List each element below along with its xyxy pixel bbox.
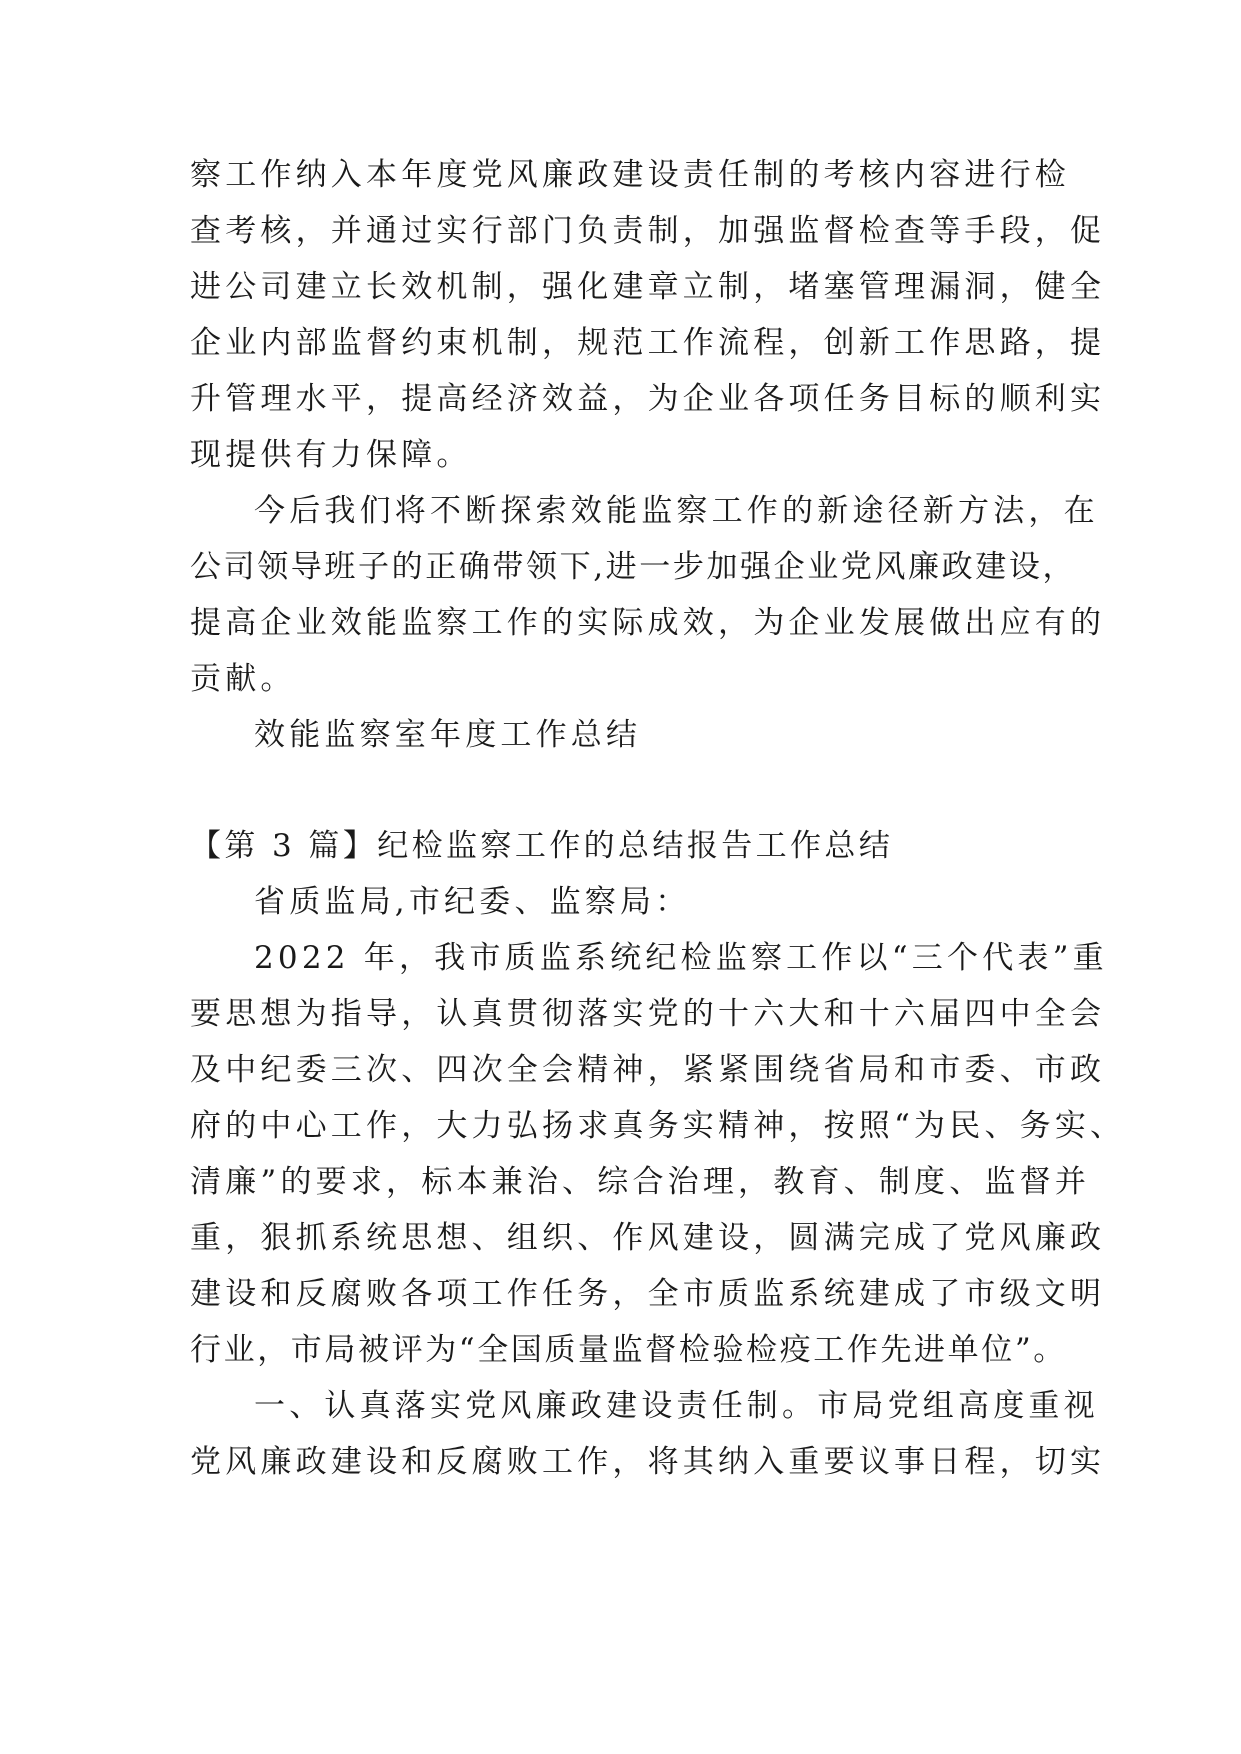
paragraph-start: 今后我们将不断探索效能监察工作的新途径新方法，在 bbox=[254, 493, 1099, 529]
text-line: 要思想为指导，认真贯彻落实党的十六大和十六届四中全会 bbox=[190, 996, 1106, 1032]
text-line: 公司领导班子的正确带领下,进一步加强企业党风廉政建设， bbox=[190, 549, 1077, 585]
salutation: 省质监局,市纪委、监察局： bbox=[254, 884, 691, 920]
text-line: 府的中心工作，大力弘扬求真务实精神，按照“为民、务实、 bbox=[190, 1108, 1126, 1144]
text-line: 党风廉政建设和反腐败工作，将其纳入重要议事日程，切实 bbox=[190, 1444, 1106, 1480]
section-note: 效能监察室年度工作总结 bbox=[254, 717, 642, 753]
text-line: 贡献。 bbox=[190, 661, 296, 697]
text-line: 重，狠抓系统思想、组织、作风建设，圆满完成了党风廉政 bbox=[190, 1220, 1106, 1256]
text-line: 行业，市局被评为“全国质量监督检验检疫工作先进单位”。 bbox=[190, 1332, 1067, 1368]
text-line: 提高企业效能监察工作的实际成效，为企业发展做出应有的 bbox=[190, 605, 1106, 641]
text-line: 清廉”的要求，标本兼治、综合治理，教育、制度、监督并 bbox=[190, 1164, 1091, 1200]
text-line: 及中纪委三次、四次全会精神，紧紧围绕省局和市委、市政 bbox=[190, 1052, 1106, 1088]
text-line: 升管理水平，提高经济效益，为企业各项任务目标的顺利实 bbox=[190, 381, 1106, 417]
text-line: 企业内部监督约束机制，规范工作流程，创新工作思路，提 bbox=[190, 325, 1106, 361]
paragraph-start: 2022 年，我市质监系统纪检监察工作以“三个代表”重 bbox=[254, 940, 1108, 976]
text-line: 现提供有力保障。 bbox=[190, 437, 472, 473]
text-line: 查考核，并通过实行部门负责制，加强监督检查等手段，促 bbox=[190, 213, 1106, 249]
text-line: 察工作纳入本年度党风廉政建设责任制的考核内容进行检 bbox=[190, 157, 1070, 193]
text-line: 建设和反腐败各项工作任务，全市质监系统建成了市级文明 bbox=[190, 1276, 1106, 1312]
paragraph-start: 一、认真落实党风廉政建设责任制。市局党组高度重视 bbox=[254, 1388, 1099, 1424]
text-line: 进公司建立长效机制，强化建章立制，堵塞管理漏洞，健全 bbox=[190, 269, 1106, 305]
article-heading: 【第 3 篇】纪检监察工作的总结报告工作总结 bbox=[190, 828, 894, 864]
